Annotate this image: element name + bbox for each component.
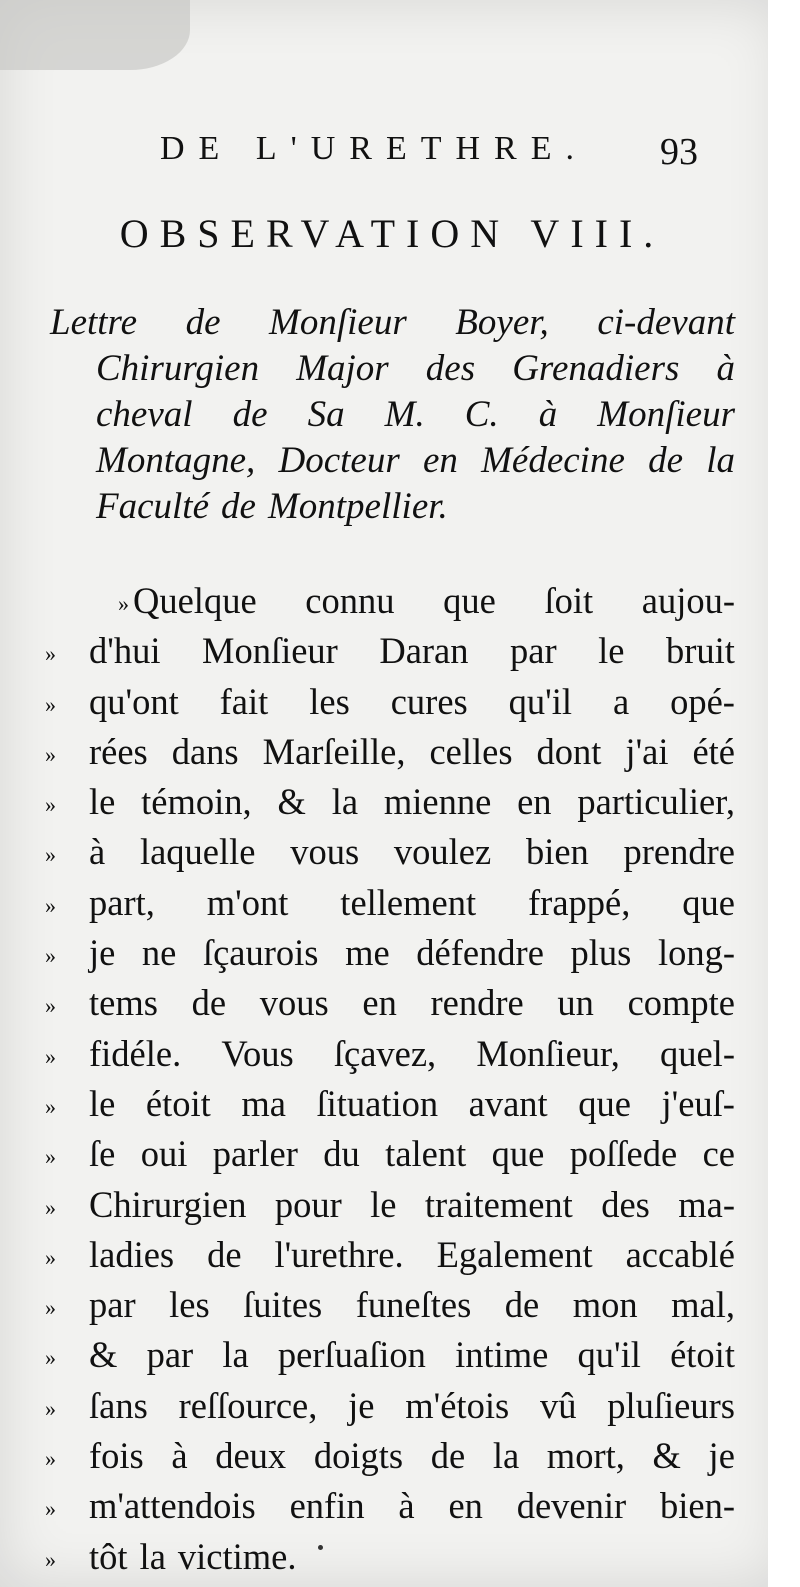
- quote-mark: »: [45, 691, 56, 717]
- line-text: tôt la victime.: [89, 1535, 297, 1577]
- quote-mark: »: [45, 842, 56, 868]
- line-text: ſe oui parler du talent que poſſede ce: [89, 1133, 735, 1175]
- letter-intro: [50, 300, 735, 530]
- line-text: m'attendois enfin à en devenir bien-: [89, 1485, 735, 1527]
- body-line: [45, 1182, 735, 1232]
- quote-mark: »: [45, 641, 56, 667]
- line-text: le étoit ma ſituation avant que j'euſ-: [89, 1082, 735, 1124]
- paper-stain: [0, 0, 190, 70]
- quote-mark: »: [118, 591, 129, 616]
- quote-mark: »: [45, 1546, 56, 1572]
- body-line: [45, 1131, 735, 1181]
- body-line: [45, 1031, 735, 1081]
- quote-mark: »: [45, 1395, 56, 1421]
- line-text: le témoin, & la mienne en particulier,: [89, 781, 735, 823]
- body-line: [45, 1433, 735, 1483]
- quote-mark: »: [45, 741, 56, 767]
- line-text: je ne ſçaurois me défendre plus long-: [89, 932, 735, 974]
- quote-mark: »: [45, 1496, 56, 1522]
- page-edge: [768, 0, 784, 1587]
- body-line: [45, 578, 735, 628]
- page-number: 93: [660, 131, 698, 173]
- body-line: [45, 980, 735, 1030]
- body-line: [45, 1383, 735, 1433]
- intro-line: Faculté de Montpellier.: [96, 486, 448, 527]
- intro-line: Chirurgien Major des Grenadiers à: [96, 348, 735, 389]
- body-line: [45, 779, 735, 829]
- body-line: [45, 1282, 735, 1332]
- quote-mark: »: [45, 1043, 56, 1069]
- line-text: d'hui Monſieur Daran par le bruit: [89, 630, 735, 672]
- line-text: Chirurgien pour le traitement des ma-: [89, 1183, 735, 1225]
- body-line: [45, 1332, 735, 1382]
- ink-speck: [318, 1545, 323, 1550]
- line-text: par les ſuites funeſtes de mon mal,: [89, 1284, 735, 1326]
- line-text: à laquelle vous voulez bien prendre: [89, 831, 735, 873]
- quote-mark: »: [45, 943, 56, 969]
- quote-mark: »: [45, 1194, 56, 1220]
- body-line: [45, 829, 735, 879]
- line-text: Quelque connu que ſoit aujou-: [133, 580, 735, 621]
- body-text: [45, 578, 735, 1584]
- quote-mark: »: [45, 1093, 56, 1119]
- line-text: fidéle. Vous ſçavez, Monſieur, quel-: [89, 1032, 735, 1074]
- observation-heading: OBSERVATION VIII.: [119, 211, 665, 256]
- intro-line: Montagne, Docteur en Médecine de la: [96, 440, 735, 481]
- line-text: & par la perſuaſion intime qu'il étoit: [89, 1334, 735, 1376]
- body-line: [45, 930, 735, 980]
- running-title: DE L'URETHRE.: [160, 130, 588, 167]
- quote-mark: »: [45, 1244, 56, 1270]
- running-head: [0, 122, 784, 182]
- quote-mark: »: [45, 892, 56, 918]
- body-line: [45, 729, 735, 779]
- line-text: part, m'ont tellement frappé, que: [89, 881, 735, 923]
- body-line: [45, 679, 735, 729]
- line-text: rées dans Marſeille, celles dont j'ai été: [89, 730, 735, 772]
- line-text: fois à deux doigts de la mort, & je: [89, 1435, 735, 1477]
- body-line: [45, 1232, 735, 1282]
- body-line: [45, 880, 735, 930]
- quote-mark: »: [45, 1295, 56, 1321]
- intro-line: cheval de Sa M. C. à Monſieur: [96, 394, 735, 435]
- quote-mark: »: [45, 1144, 56, 1170]
- quote-mark: »: [45, 792, 56, 818]
- body-line: [45, 1081, 735, 1131]
- quote-mark: »: [45, 1345, 56, 1371]
- quote-mark: »: [45, 993, 56, 1019]
- line-text: ladies de l'urethre. Egalement accablé: [89, 1233, 735, 1275]
- line-text: tems de vous en rendre un compte: [89, 982, 735, 1024]
- line-text: qu'ont fait les cures qu'il a opé-: [89, 680, 735, 722]
- body-line: [45, 628, 735, 678]
- body-line: [45, 1534, 735, 1584]
- body-line: [45, 1483, 735, 1533]
- intro-line: Lettre de Monſieur Boyer, ci-devant: [50, 302, 735, 343]
- quote-mark: »: [45, 1446, 56, 1472]
- line-text: ſans reſſource, je m'étois vû pluſieurs: [89, 1384, 735, 1426]
